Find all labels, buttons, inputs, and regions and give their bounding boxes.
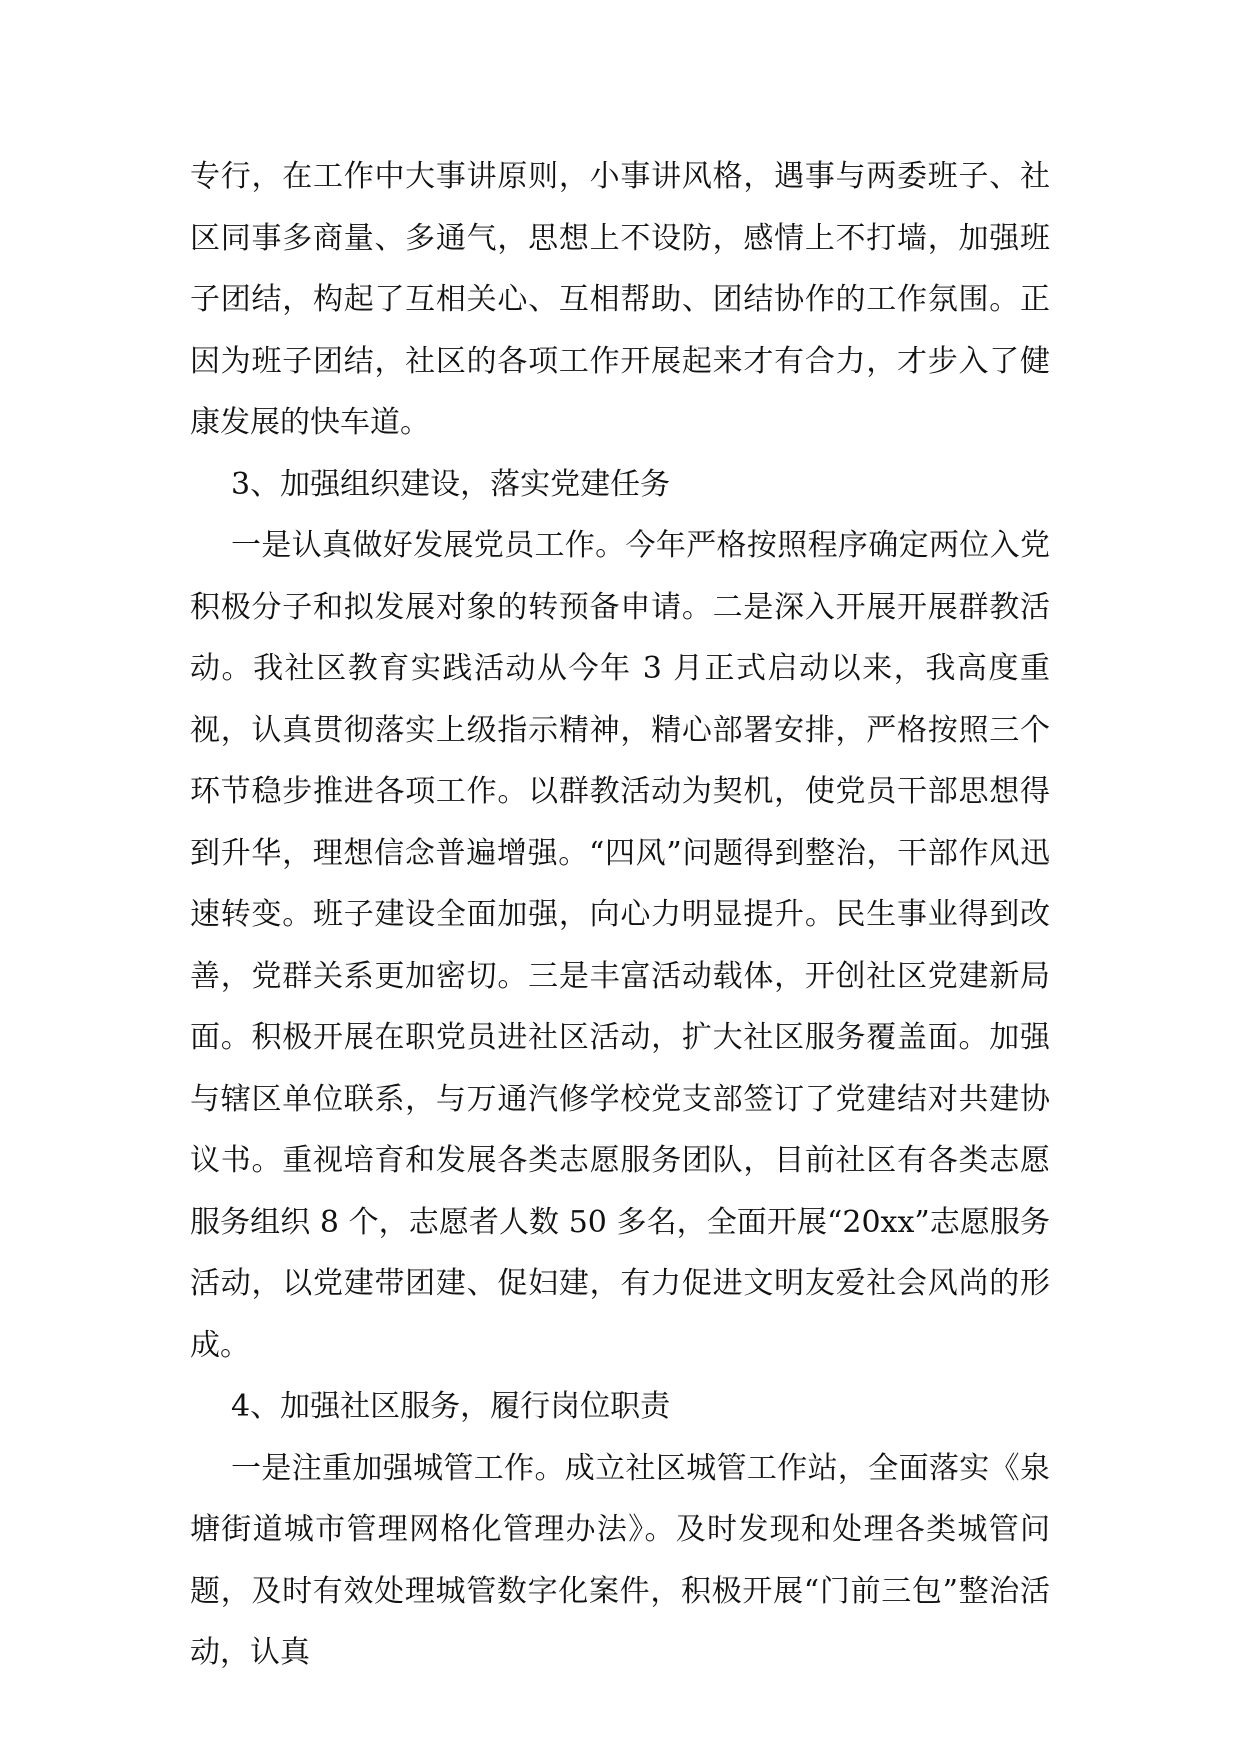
paragraph-party-building: 一是认真做好发展党员工作。今年严格按照程序确定两位入党积极分子和拟发展对象的转预备申请。二是深入开展开展群教活动。我社区教育实践活动从今年 3 月正式启动以来，我高度重视，认真贯彻落实上级指示精神，精心部署安排，严格按照三个环节稳步推进各项工作。以群教活动为契机，使党员干部思想得到升华，理想信念普遍增强。“四风”问题得到整治，干部作风迅速转变。班子建设全面加强，向心力明显提升。民生事业得到改善，党群关系更加密切。三是丰富活动载体，开创社区党建新局面。积极开展在职党员进社区活动，扩大社区服务覆盖面。加强与辖区单位联系，与万通汽修学校党支部签订了党建结对共建协议书。重视培育和发展各类志愿服务团队，目前社区有各类志愿服务组织 8 个，志愿者人数 50 多名，全面开展“20xx”志愿服务活动，以党建带团建、促妇建，有力促进文明友爱社会风尚的形成。 xyxy=(190,528,1050,1363)
paragraph-unity-conclusion: 专行，在工作中大事讲原则，小事讲风格，遇事与两委班子、社区同事多商量、多通气，思想上不设防，感情上不打墙，加强班子团结，构起了互相关心、互相帮助、团结协作的工作氛围。正因为班子团结，社区的各项工作开展起来才有合力，才步入了健康发展的快车道。 xyxy=(190,159,1050,440)
section-heading-community-service: 4、加强社区服务，履行岗位职责 xyxy=(231,1389,671,1424)
section-heading-organization: 3、加强组织建设，落实党建任务 xyxy=(231,466,671,502)
paragraph-urban-management: 一是注重加强城管工作。成立社区城管工作站，全面落实《泉塘街道城市管理网格化管理办法》。及时发现和处理各类城管问题，及时有效处理城管数字化案件，积极开展“门前三包”整治活动，认真 xyxy=(190,1450,1050,1670)
document-body xyxy=(190,146,1050,1684)
